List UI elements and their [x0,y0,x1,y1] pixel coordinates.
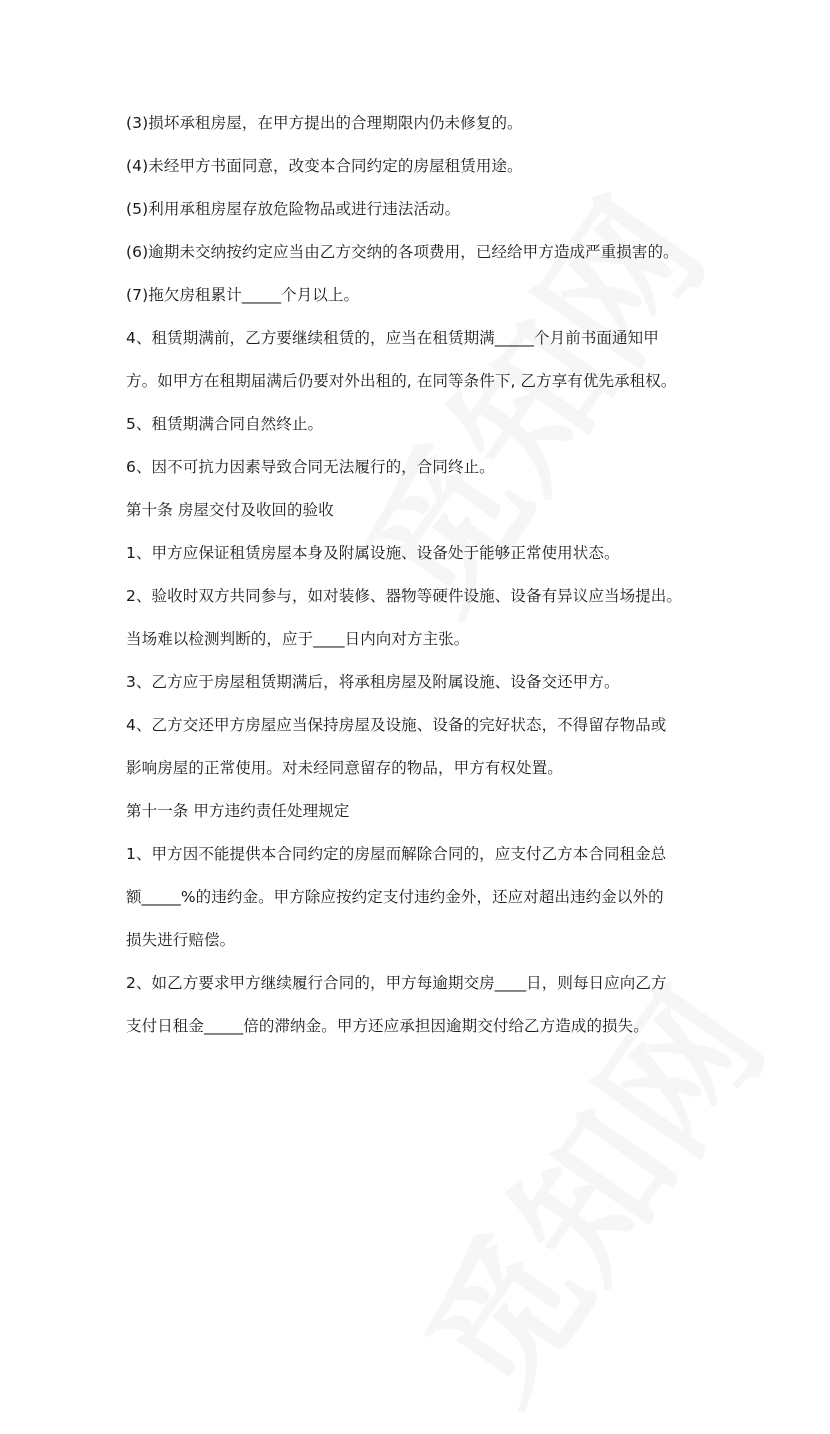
paragraph-line: 3、乙方应于房屋租赁期满后，将承租房屋及附属设施、设备交还甲方。 [126,673,620,691]
paragraph-line: 1、甲方应保证租赁房屋本身及附属设施、设备处于能够正常使用状态。 [126,544,620,562]
section-heading: 第十一条 甲方违约责任处理规定 [126,802,350,820]
paragraph-line: (6)逾期未交纳按约定应当由乙方交纳的各项费用，已经给甲方造成严重损害的。 [126,243,679,261]
paragraph-line: 方。如甲方在租期届满后仍要对外出租的, 在同等条件下, 乙方享有优先承租权。 [126,372,677,390]
paragraph-line: (5)利用承租房屋存放危险物品或进行违法活动。 [126,200,461,218]
section-heading: 第十条 房屋交付及收回的验收 [126,501,334,519]
paragraph-line: (3)损坏承租房屋，在甲方提出的合理期限内仍未修复的。 [126,114,523,132]
paragraph-line: 5、租赁期满合同自然终止。 [126,415,324,433]
paragraph-line: 影响房屋的正常使用。对未经同意留存的物品，甲方有权处置。 [126,759,563,777]
paragraph-line: 4、租赁期满前，乙方要继续租赁的，应当在租赁期满_____个月前书面通知甲 [126,329,659,347]
paragraph-line: (4)未经甲方书面同意，改变本合同约定的房屋租赁用途。 [126,157,523,175]
paragraph-line: 支付日租金_____倍的滞纳金。甲方还应承担因逾期交付给乙方造成的损失。 [126,1017,649,1035]
paragraph-line: 6、因不可抗力因素导致合同无法履行的，合同终止。 [126,458,495,476]
watermark [307,152,742,645]
paragraph-line: (7)拖欠房租累计_____个月以上。 [126,286,360,304]
paragraph-line: 损失进行赔偿。 [126,931,236,949]
paragraph-line: 2、如乙方要求甲方继续履行合同的，甲方每逾期交房____日，则每日应向乙方 [126,974,667,992]
paragraph-line: 4、乙方交还甲方房屋应当保持房屋及设施、设备的完好状态，不得留存物品或 [126,716,667,734]
paragraph-line: 额_____%的违约金。甲方除应按约定支付违约金外，还应对超出违约金以外的 [126,888,664,906]
paragraph-line: 2、验收时双方共同参与，如对装修、器物等硬件设施、设备有异议应当场提出。 [126,587,682,605]
paragraph-line: 1、甲方因不能提供本合同约定的房屋而解除合同的，应支付乙方本合同租金总 [126,845,667,863]
paragraph-line: 当场难以检测判断的，应于____日内向对方主张。 [126,630,470,648]
